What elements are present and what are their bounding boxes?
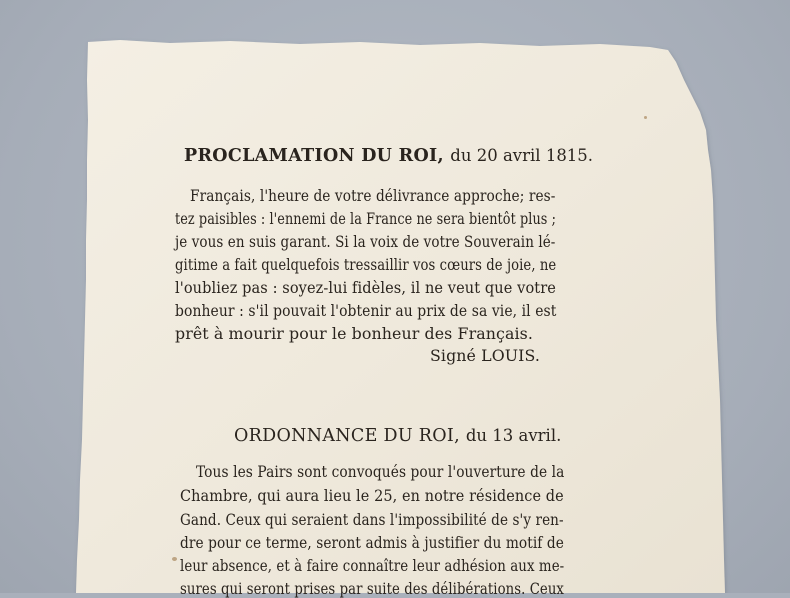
proclamation-line: prêt à mourir pour le bonheur des Français. bbox=[175, 324, 533, 343]
proclamation-heading bbox=[184, 146, 593, 166]
proclamation-line: bonheur : s'il pouvait l'obtenir au prix de sa vie, il est bbox=[175, 301, 557, 320]
ordonnance-line: Gand. Ceux qui seraient dans l'impossibilité de s'y ren- bbox=[180, 510, 564, 529]
proclamation-line: tez paisibles : l'ennemi de la France ne sera bientôt plus ; bbox=[175, 209, 557, 228]
ordonnance-line: Chambre, qui aura lieu le 25, en notre résidence de bbox=[180, 486, 564, 505]
proclamation-line: l'oubliez pas : soyez-lui fidèles, il ne veut que votre bbox=[175, 278, 556, 297]
ordonnance-heading bbox=[234, 426, 561, 446]
ordonnance-line: dre pour ce terme, seront admis à justifier du motif de bbox=[180, 533, 564, 552]
proclamation-line: je vous en suis garant. Si la voix de votre Souverain lé- bbox=[175, 232, 556, 251]
ordonnance-line: sures qui seront prises par suite des délibérations. Ceux bbox=[180, 579, 564, 598]
paper-stain bbox=[644, 116, 647, 119]
proclamation-line: Français, l'heure de votre délivrance approche; res- bbox=[190, 186, 556, 205]
proclamation-date: du 20 avril 1815. bbox=[450, 146, 594, 165]
ordonnance-date: du 13 avril. bbox=[465, 426, 562, 445]
ordonnance-line: leur absence, et à faire connaître leur adhésion aux me- bbox=[180, 556, 565, 575]
proclamation-signature: Signé LOUIS. bbox=[430, 346, 541, 365]
ordonnance-line: Tous les Pairs sont convoqués pour l'ouverture de la bbox=[196, 462, 565, 481]
ordonnance-title: ORDONNANCE DU ROI, bbox=[234, 426, 460, 446]
proclamation-line: gitime a fait quelquefois tressaillir vos cœurs de joie, ne bbox=[175, 255, 557, 274]
paper-stain bbox=[172, 557, 177, 561]
proclamation-title: PROCLAMATION DU ROI, bbox=[184, 146, 444, 166]
